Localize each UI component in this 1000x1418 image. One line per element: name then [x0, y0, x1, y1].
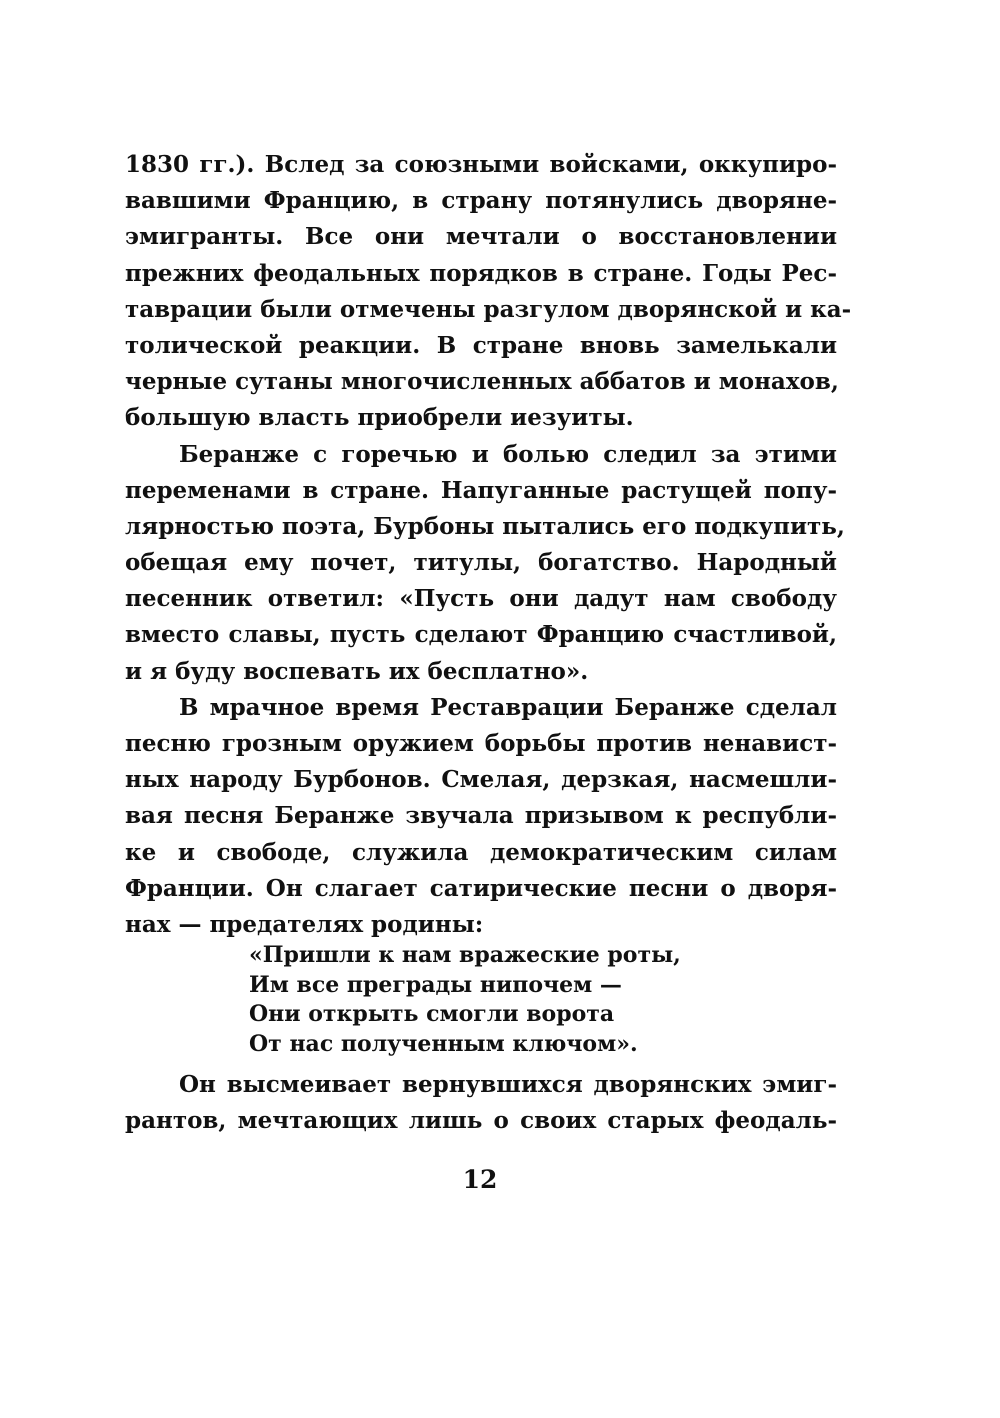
text-line: рантов, мечтающих лишь о своих старых феодаль-: [125, 1107, 837, 1135]
text-line: таврации были отмечены разгулом дворянской и ка-: [125, 295, 852, 323]
text-line: обещая ему почет, титулы, богатство. Народный: [125, 549, 837, 577]
text-line: ных народу Бурбонов. Смелая, дерзкая, насмешли-: [125, 766, 837, 794]
text-line: Он высмеивает вернувшихся дворянских эмиг-: [179, 1071, 837, 1098]
text-line: черные сутаны многочисленных аббатов и монахов,: [125, 368, 839, 396]
page-number: 12: [462, 1165, 498, 1194]
closing-paragraph: [125, 1067, 837, 1139]
text-line: нах — предателях родины:: [125, 910, 484, 938]
text-line: ке и свободе, служила демократическим силам: [125, 838, 837, 866]
text-line: толической реакции. В стране вновь замелькали: [125, 331, 837, 359]
text-line: песенник ответил: «Пусть они дадут нам свободу: [125, 585, 837, 613]
text-line: В мрачное время Реставрации Беранже сделал: [179, 693, 837, 721]
text-line: вавшими Францию, в страну потянулись дворяне-: [125, 187, 837, 215]
text-line: Беранже с горечью и болью следил за этими: [179, 440, 837, 468]
poem-line: От нас полученным ключом».: [249, 1030, 638, 1057]
text-line: эмигранты. Все они мечтали о восстановлении: [125, 223, 837, 251]
text-line: и я буду воспевать их бесплатно».: [125, 657, 589, 685]
text-line: лярностью поэта, Бурбоны пытались его подкупить,: [125, 512, 845, 540]
text-line: большую власть приобрели иезуиты.: [125, 404, 634, 432]
body-text: [125, 147, 852, 943]
text-line: 1830 гг.). Вслед за союзными войсками, оккупиро-: [125, 151, 837, 178]
text-line: прежних феодальных порядков в стране. Годы Рес-: [125, 259, 837, 287]
poem-line: Им все преграды нипочем —: [249, 971, 622, 998]
text-line: вая песня Беранже звучала призывом к республи-: [125, 802, 837, 830]
text-line: переменами в стране. Напуганные растущей попу-: [125, 476, 837, 504]
text-line: вместо славы, пусть сделают Францию счастливой,: [125, 621, 837, 649]
poem-quote: [249, 941, 729, 1059]
poem-line: «Пришли к нам вражеские роты,: [249, 942, 681, 968]
text-line: Франции. Он слагает сатирические песни о дворя-: [125, 874, 837, 902]
poem-line: Они открыть смогли ворота: [249, 1001, 615, 1027]
text-line: песню грозным оружием борьбы против ненавист-: [125, 730, 837, 757]
